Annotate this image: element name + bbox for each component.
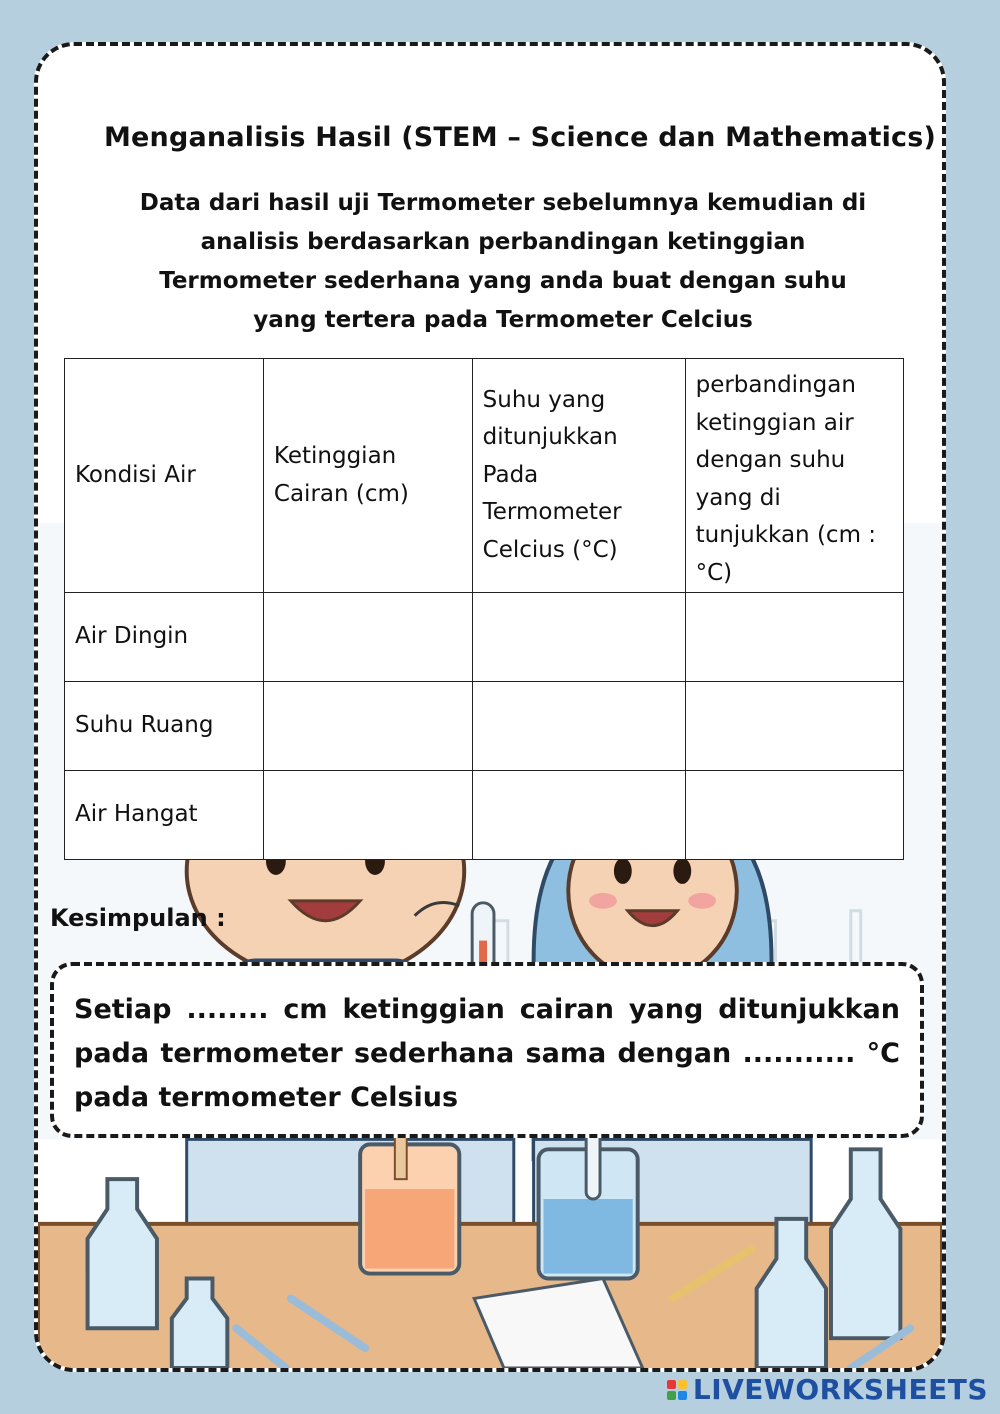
brand-name: LIVEWORKSHEETS [692, 1373, 988, 1406]
header-perbandingan: perbandingan ketinggian air dengan suhu yang di tunjukkan (cm : °C) [685, 359, 903, 593]
cell-perbandingan-input[interactable] [685, 593, 903, 682]
cell-ketinggian-input[interactable] [263, 593, 472, 682]
brand-squares-icon [667, 1380, 687, 1400]
cell-ketinggian-input[interactable] [263, 771, 472, 860]
cell-suhu-input[interactable] [472, 771, 685, 860]
conclusion-text[interactable]: Setiap ........ cm ketinggian cairan yang ditunjukkan pada termometer sederhana sama dengan ........... °C pada termometer Celsius [74, 994, 900, 1113]
header-ketinggian-cairan: Ketinggian Cairan (cm) [263, 359, 472, 593]
cell-kondisi: Suhu Ruang [65, 682, 264, 771]
cell-perbandingan-input[interactable] [685, 682, 903, 771]
worksheet-page [34, 42, 946, 1372]
table-row [65, 771, 904, 860]
cell-suhu-input[interactable] [472, 593, 685, 682]
cell-kondisi: Air Dingin [65, 593, 264, 682]
page-title: Menganalisis Hasil (STEM – Science dan Mathematics) [103, 122, 937, 153]
conclusion-label: Kesimpulan : [50, 904, 226, 932]
conclusion-box [50, 962, 924, 1138]
table-row [65, 593, 904, 682]
intro-paragraph: Data dari hasil uji Termometer sebelumnya kemudian di analisis berdasarkan perbandingan ketinggian Termometer sederhana yang anda buat dengan suhu yang tertera pada Termometer Celcius [139, 190, 867, 333]
table-header-row [65, 359, 904, 593]
cell-ketinggian-input[interactable] [263, 682, 472, 771]
liveworksheets-logo[interactable] [667, 1373, 988, 1406]
header-suhu-celcius: Suhu yang ditunjukkan Pada Termometer Celcius (°C) [472, 359, 685, 593]
header-kondisi-air: Kondisi Air [65, 359, 264, 593]
cell-kondisi: Air Hangat [65, 771, 264, 860]
table-row [65, 682, 904, 771]
cell-perbandingan-input[interactable] [685, 771, 903, 860]
results-table [64, 358, 904, 860]
cell-suhu-input[interactable] [472, 682, 685, 771]
